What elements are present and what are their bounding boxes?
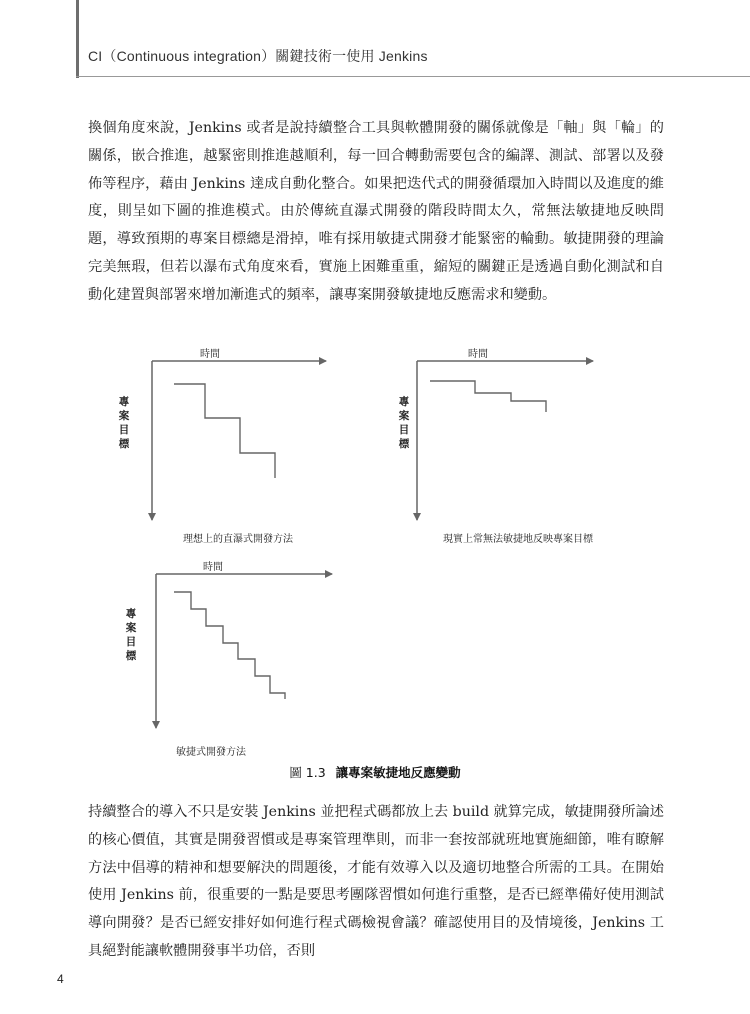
page-number: 4 (57, 972, 64, 986)
agile-chart (125, 555, 365, 735)
header-divider (76, 76, 750, 77)
x-axis-label: 時間 (203, 562, 223, 573)
reality-chart (398, 340, 678, 525)
progress-step-line (174, 384, 275, 478)
waterfall-ideal-chart (118, 340, 358, 525)
diagram-agile (125, 555, 365, 760)
diagram-caption: 理想上的直瀑式開發方法 (183, 534, 293, 545)
figure-caption (0, 763, 750, 781)
y-axis-label: 專案目標 (118, 396, 130, 450)
x-axis-label: 時間 (200, 349, 220, 360)
paragraph-2: 持續整合的導入不只是安裝 Jenkins 並把程式碼都放上去 build 就算完成，敏捷開發所論述的核心價值，其實是開發習慣或是專案管理準則，而非一套按部就班地實施細節，唯有瞭解方法中倡導的精神和想要解決的問題後，才能有效導入以及適切地整合所需的工具。在開始使用 Jenkins 前，很重要的一點是要思考團隊習慣如何進行重整，是否已經準備好使用測試導向開發？是否已經安排好如何進行程式碼檢視會議？確認使用目的及情境後，Jenkins 工具絕對能讓軟體開發事半功倍，否則 (88, 804, 664, 959)
header-bar (76, 0, 79, 78)
progress-step-line (174, 592, 285, 699)
running-header-title: CI（Continuous integration）關鍵技術一使用 Jenkins (88, 48, 428, 64)
diagram-caption: 敏捷式開發方法 (176, 747, 246, 758)
diagram-reality (398, 340, 678, 550)
y-axis-label: 專案目標 (398, 396, 410, 450)
paragraph-1: 換個角度來說，Jenkins 或者是說持續整合工具與軟體開發的關係就像是「軸」與「輪」的關係，嵌合推進，越緊密則推進越順利，每一回合轉動需要包含的編譯、測試、部署以及發佈等程序，藉由 Jenkins 達成自動化整合。如果把迭代式的開發循環加入時間以及進度的維度，則呈如下圖的推進模式。由於傳統直瀑式開發的階段時間太久，常無法敏捷地反映問題，導致預期的專案目標總是滑掉，唯有採用敏捷式開發才能緊密的輪動。敏捷開發的理論完美無瑕，但若以瀑布式角度來看，實施上困難重重，縮短的關鍵正是透過自動化測試和自動化建置與部署來增加漸進式的頻率，讓專案開發敏捷地反應需求和變動。 (88, 120, 664, 303)
diagram-caption: 現實上常無法敏捷地反映專案目標 (443, 534, 593, 545)
figure-number: 圖 1.3 (289, 765, 326, 780)
diagram-ideal-waterfall (118, 340, 358, 550)
y-axis-label: 專案目標 (125, 608, 137, 662)
figure-title: 讓專案敏捷地反應變動 (335, 765, 461, 780)
x-axis-label: 時間 (468, 349, 488, 360)
progress-step-line (430, 381, 546, 412)
